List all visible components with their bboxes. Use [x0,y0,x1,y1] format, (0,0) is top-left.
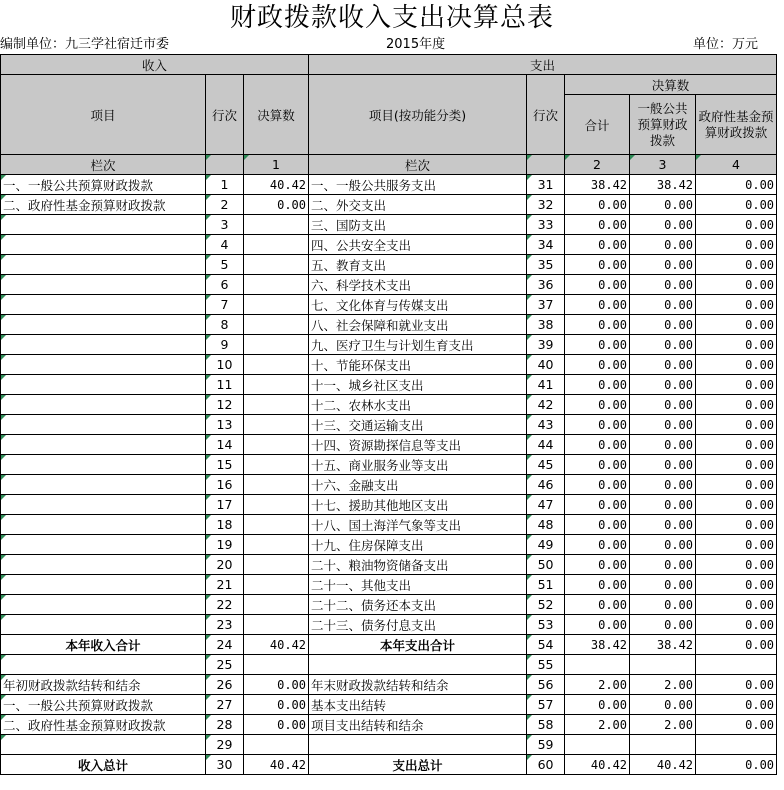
expense-total-cell: 0.00 [565,555,630,575]
income-item-cell [1,375,206,395]
expense-general-cell: 0.00 [630,475,696,495]
expense-line-cell: 39 [527,335,565,355]
expense-fund-cell: 0.00 [696,175,777,195]
income-item-cell [1,275,206,295]
expense-item-cell: 十二、农林水支出 [309,395,527,415]
expense-total-cell: 0.00 [565,515,630,535]
income-value-cell [244,335,309,355]
expense-line-cell: 34 [527,235,565,255]
table-row [1,535,777,555]
table-row [1,295,777,315]
income-value-cell [244,515,309,535]
table-row [1,655,777,675]
expense-total-cell: 0.00 [565,255,630,275]
expense-general-cell: 0.00 [630,595,696,615]
expense-total-cell: 0.00 [565,415,630,435]
table-row [1,635,777,655]
expense-fund-cell: 0.00 [696,475,777,495]
expense-general-cell: 0.00 [630,235,696,255]
income-line-cell: 23 [206,615,244,635]
table-row [1,315,777,335]
expense-line-cell: 44 [527,435,565,455]
expense-item-cell: 十一、城乡社区支出 [309,375,527,395]
expense-general-cell: 0.00 [630,555,696,575]
income-line-cell: 1 [206,175,244,195]
expense-total-cell: 0.00 [565,335,630,355]
expense-total-cell: 2.00 [565,675,630,695]
table-row [1,695,777,715]
expense-line-cell: 58 [527,715,565,735]
expense-line-cell: 38 [527,315,565,335]
table-row [1,275,777,295]
expense-general-cell: 0.00 [630,415,696,435]
expense-fund-cell: 0.00 [696,435,777,455]
report-title: 财政拨款收入支出决算总表 [229,3,554,33]
income-item-cell [1,595,206,615]
expense-item-cell: 二十一、其他支出 [309,575,527,595]
expense-item-cell: 二十、粮油物资储备支出 [309,555,527,575]
expense-general-cell: 0.00 [630,195,696,215]
table-row [1,215,777,235]
expense-general-cell: 0.00 [630,495,696,515]
expense-general-cell: 2.00 [630,675,696,695]
expense-line-cell: 36 [527,275,565,295]
income-value-cell [244,255,309,275]
column-number-empty [206,155,244,175]
column-header-row [1,75,777,95]
income-line-cell: 2 [206,195,244,215]
income-line-cell: 25 [206,655,244,675]
expense-fund-cell: 0.00 [696,235,777,255]
income-value-cell: 0.00 [244,675,309,695]
table-row [1,335,777,355]
expense-general-cell: 38.42 [630,635,696,655]
income-line-cell: 10 [206,355,244,375]
expense-line-cell: 53 [527,615,565,635]
expense-fund-cell: 0.00 [696,535,777,555]
income-line-cell: 20 [206,555,244,575]
expense-total-cell: 0.00 [565,595,630,615]
expense-item-cell: 十三、交通运输支出 [309,415,527,435]
reporting-unit: 编制单位：九三学社宿迁市委 [0,37,170,52]
income-line-cell: 15 [206,455,244,475]
expense-total-cell: 0.00 [565,615,630,635]
income-line-cell: 3 [206,215,244,235]
expense-item-cell: 二十二、债务还本支出 [309,595,527,615]
income-line-cell: 28 [206,715,244,735]
expense-fund-cell: 0.00 [696,555,777,575]
expense-line-cell: 57 [527,695,565,715]
expense-fund-cell: 0.00 [696,295,777,315]
income-item-cell [1,535,206,555]
expense-line-cell: 35 [527,255,565,275]
expense-item-cell: 一、一般公共服务支出 [309,175,527,195]
expense-item-cell: 四、公共安全支出 [309,235,527,255]
expense-fund-cell: 0.00 [696,755,777,775]
table-row [1,555,777,575]
income-value-cell [244,535,309,555]
income-line-cell: 26 [206,675,244,695]
expense-total-cell: 0.00 [565,355,630,375]
income-value-cell: 0.00 [244,195,309,215]
income-value-cell [244,555,309,575]
expense-line-cell: 48 [527,515,565,535]
income-item-cell [1,255,206,275]
expense-total-cell: 0.00 [565,495,630,515]
expense-total-cell: 0.00 [565,235,630,255]
expense-total-cell: 40.42 [565,755,630,775]
expense-line-cell: 33 [527,215,565,235]
expense-item-cell [309,735,527,755]
income-line-cell: 4 [206,235,244,255]
expense-line-cell: 54 [527,635,565,655]
income-value-cell [244,575,309,595]
table-row [1,515,777,535]
income-item-cell [1,435,206,455]
income-line-cell: 7 [206,295,244,315]
income-item-cell [1,395,206,415]
table-row [1,395,777,415]
expense-header: 支出 [309,55,777,75]
table-row [1,715,777,735]
income-item-cell: 二、政府性基金预算财政拨款 [1,195,206,215]
income-value-cell [244,375,309,395]
expense-general-cell: 0.00 [630,275,696,295]
expense-general-cell: 0.00 [630,695,696,715]
expense-fund-cell: 0.00 [696,635,777,655]
income-line-cell: 29 [206,735,244,755]
expense-total-cell: 0.00 [565,195,630,215]
expense-fund-cell: 0.00 [696,215,777,235]
table-row [1,235,777,255]
income-line-cell: 13 [206,415,244,435]
income-line-cell: 9 [206,335,244,355]
income-line-cell: 21 [206,575,244,595]
expense-line-cell: 47 [527,495,565,515]
total-header: 合计 [565,95,630,155]
expense-line-cell: 56 [527,675,565,695]
income-value-cell [244,395,309,415]
expense-fund-cell: 0.00 [696,375,777,395]
expense-item-cell [309,655,527,675]
expense-line-header: 行次 [527,75,565,155]
expense-item-cell: 十、节能环保支出 [309,355,527,375]
expense-fund-cell: 0.00 [696,415,777,435]
expense-fund-cell [696,735,777,755]
expense-line-cell: 59 [527,735,565,755]
expense-line-cell: 52 [527,595,565,615]
table-row [1,475,777,495]
income-value-cell [244,415,309,435]
currency-unit: 单位：万元 [693,37,759,52]
expense-fund-cell: 0.00 [696,455,777,475]
income-line-cell: 22 [206,595,244,615]
column-label-left: 栏次 [1,155,206,175]
expense-total-cell: 0.00 [565,455,630,475]
income-final-header: 决算数 [244,75,309,155]
general-budget-header: 一般公共预算财政拨款 [630,95,696,155]
expense-fund-cell: 0.00 [696,335,777,355]
income-value-cell: 0.00 [244,715,309,735]
expense-line-cell: 60 [527,755,565,775]
report-year: 2015年度 [386,37,446,52]
expense-total-cell: 0.00 [565,375,630,395]
income-item-cell [1,655,206,675]
expense-line-cell: 50 [527,555,565,575]
expense-fund-cell: 0.00 [696,355,777,375]
expense-item-cell: 二、外交支出 [309,195,527,215]
expense-total-cell: 0.00 [565,275,630,295]
column-number-2: 2 [565,155,630,175]
expense-general-cell: 0.00 [630,215,696,235]
income-item-cell [1,415,206,435]
income-value-cell [244,495,309,515]
expense-line-cell: 43 [527,415,565,435]
expense-total-cell: 0.00 [565,315,630,335]
income-header: 收入 [1,55,309,75]
table-row [1,495,777,515]
expense-fund-cell: 0.00 [696,515,777,535]
expense-line-cell: 37 [527,295,565,315]
income-line-cell: 6 [206,275,244,295]
expense-total-cell: 38.42 [565,635,630,655]
income-line-cell: 8 [206,315,244,335]
table-row [1,175,777,195]
expense-general-cell [630,735,696,755]
expense-item-cell: 九、医疗卫生与计划生育支出 [309,335,527,355]
column-number-row [1,155,777,175]
expense-general-cell: 40.42 [630,755,696,775]
expense-total-cell: 0.00 [565,435,630,455]
income-line-cell: 11 [206,375,244,395]
expense-fund-cell: 0.00 [696,575,777,595]
expense-total-cell: 0.00 [565,535,630,555]
expense-line-cell: 49 [527,535,565,555]
expense-general-cell: 2.00 [630,715,696,735]
expense-general-cell: 38.42 [630,175,696,195]
expense-line-cell: 46 [527,475,565,495]
income-item-cell [1,495,206,515]
income-line-cell: 17 [206,495,244,515]
expense-fund-cell: 0.00 [696,195,777,215]
income-item-cell: 本年收入合计 [1,635,206,655]
table-row [1,755,777,775]
income-value-cell [244,275,309,295]
income-item-cell: 一、一般公共预算财政拨款 [1,175,206,195]
income-value-cell [244,475,309,495]
income-value-cell [244,735,309,755]
expense-item-cell: 十六、金融支出 [309,475,527,495]
table-row [1,375,777,395]
expense-total-cell: 0.00 [565,575,630,595]
table-row [1,575,777,595]
expense-fund-cell: 0.00 [696,315,777,335]
expense-item-cell: 八、社会保障和就业支出 [309,315,527,335]
expense-general-cell [630,655,696,675]
expense-item-cell: 十八、国土海洋气象等支出 [309,515,527,535]
expense-total-cell: 0.00 [565,475,630,495]
expense-total-cell: 0.00 [565,215,630,235]
expense-total-cell [565,655,630,675]
table-row [1,735,777,755]
income-line-cell: 16 [206,475,244,495]
income-value-cell [244,315,309,335]
expense-item-cell: 七、文化体育与传媒支出 [309,295,527,315]
expense-total-cell [565,735,630,755]
income-line-cell: 30 [206,755,244,775]
table-row [1,435,777,455]
income-line-cell: 24 [206,635,244,655]
income-line-cell: 18 [206,515,244,535]
expense-general-cell: 0.00 [630,355,696,375]
expense-final-header: 决算数 [565,75,777,95]
expense-total-cell: 2.00 [565,715,630,735]
expense-item-cell: 年末财政拨款结转和结余 [309,675,527,695]
income-value-cell [244,655,309,675]
expense-general-cell: 0.00 [630,615,696,635]
column-number-1: 1 [244,155,309,175]
income-value-cell: 0.00 [244,695,309,715]
expense-item-cell: 六、科学技术支出 [309,275,527,295]
expense-total-cell: 0.00 [565,395,630,415]
income-item-cell [1,355,206,375]
income-item-cell [1,555,206,575]
expense-fund-cell: 0.00 [696,395,777,415]
income-line-cell: 19 [206,535,244,555]
expense-general-cell: 0.00 [630,255,696,275]
expense-general-cell: 0.00 [630,295,696,315]
expense-fund-cell: 0.00 [696,495,777,515]
expense-total-cell: 0.00 [565,695,630,715]
expense-general-cell: 0.00 [630,455,696,475]
expense-line-cell: 31 [527,175,565,195]
column-number-empty [527,155,565,175]
expense-general-cell: 0.00 [630,315,696,335]
income-value-cell [244,235,309,255]
income-value-cell [244,215,309,235]
expense-item-cell: 支出总计 [309,755,527,775]
expense-line-cell: 41 [527,375,565,395]
table-row [1,415,777,435]
table-row [1,355,777,375]
income-line-cell: 27 [206,695,244,715]
table-row [1,195,777,215]
expense-fund-cell: 0.00 [696,615,777,635]
income-item-cell [1,475,206,495]
expense-line-cell: 42 [527,395,565,415]
column-number-3: 3 [630,155,696,175]
expense-total-cell: 0.00 [565,295,630,315]
income-item-cell [1,315,206,335]
expense-general-cell: 0.00 [630,435,696,455]
income-item-cell [1,735,206,755]
section-header-row [1,55,777,75]
expense-item-cell: 三、国防支出 [309,215,527,235]
budget-table [0,54,777,775]
income-item-cell: 年初财政拨款结转和结余 [1,675,206,695]
expense-line-cell: 40 [527,355,565,375]
expense-line-cell: 55 [527,655,565,675]
expense-item-cell: 五、教育支出 [309,255,527,275]
expense-fund-cell: 0.00 [696,595,777,615]
expense-item-cell: 二十三、债务付息支出 [309,615,527,635]
table-row [1,455,777,475]
income-item-cell [1,235,206,255]
income-value-cell [244,615,309,635]
expense-general-cell: 0.00 [630,395,696,415]
income-value-cell [244,295,309,315]
table-row [1,615,777,635]
table-row [1,675,777,695]
income-value-cell: 40.42 [244,635,309,655]
income-item-cell [1,515,206,535]
expense-item-cell: 项目支出结转和结余 [309,715,527,735]
income-value-cell [244,355,309,375]
income-value-cell [244,595,309,615]
income-value-cell: 40.42 [244,755,309,775]
expense-item-cell: 十七、援助其他地区支出 [309,495,527,515]
expense-item-cell: 本年支出合计 [309,635,527,655]
expense-general-cell: 0.00 [630,335,696,355]
expense-item-cell: 基本支出结转 [309,695,527,715]
expense-general-cell: 0.00 [630,515,696,535]
income-item-cell [1,615,206,635]
income-value-cell [244,435,309,455]
column-label-right: 栏次 [309,155,527,175]
expense-fund-cell [696,655,777,675]
expense-fund-cell: 0.00 [696,715,777,735]
expense-item-cell: 十九、住房保障支出 [309,535,527,555]
expense-line-cell: 45 [527,455,565,475]
income-item-header: 项目 [1,75,206,155]
expense-fund-cell: 0.00 [696,275,777,295]
income-item-cell [1,575,206,595]
expense-fund-cell: 0.00 [696,695,777,715]
income-line-cell: 12 [206,395,244,415]
income-line-cell: 5 [206,255,244,275]
expense-item-header: 项目(按功能分类) [309,75,527,155]
income-item-cell: 收入总计 [1,755,206,775]
table-row [1,595,777,615]
expense-general-cell: 0.00 [630,375,696,395]
expense-general-cell: 0.00 [630,575,696,595]
income-item-cell: 一、一般公共预算财政拨款 [1,695,206,715]
expense-total-cell: 38.42 [565,175,630,195]
income-value-cell: 40.42 [244,175,309,195]
expense-general-cell: 0.00 [630,535,696,555]
income-value-cell [244,455,309,475]
table-row [1,255,777,275]
income-item-cell [1,335,206,355]
income-line-header: 行次 [206,75,244,155]
income-line-cell: 14 [206,435,244,455]
income-item-cell [1,455,206,475]
expense-item-cell: 十四、资源勘探信息等支出 [309,435,527,455]
income-item-cell: 二、政府性基金预算财政拨款 [1,715,206,735]
fund-budget-header: 政府性基金预算财政拨款 [696,95,777,155]
expense-item-cell: 十五、商业服务业等支出 [309,455,527,475]
expense-fund-cell: 0.00 [696,255,777,275]
column-number-4: 4 [696,155,777,175]
income-item-cell [1,295,206,315]
income-item-cell [1,215,206,235]
expense-fund-cell: 0.00 [696,675,777,695]
expense-line-cell: 51 [527,575,565,595]
expense-line-cell: 32 [527,195,565,215]
